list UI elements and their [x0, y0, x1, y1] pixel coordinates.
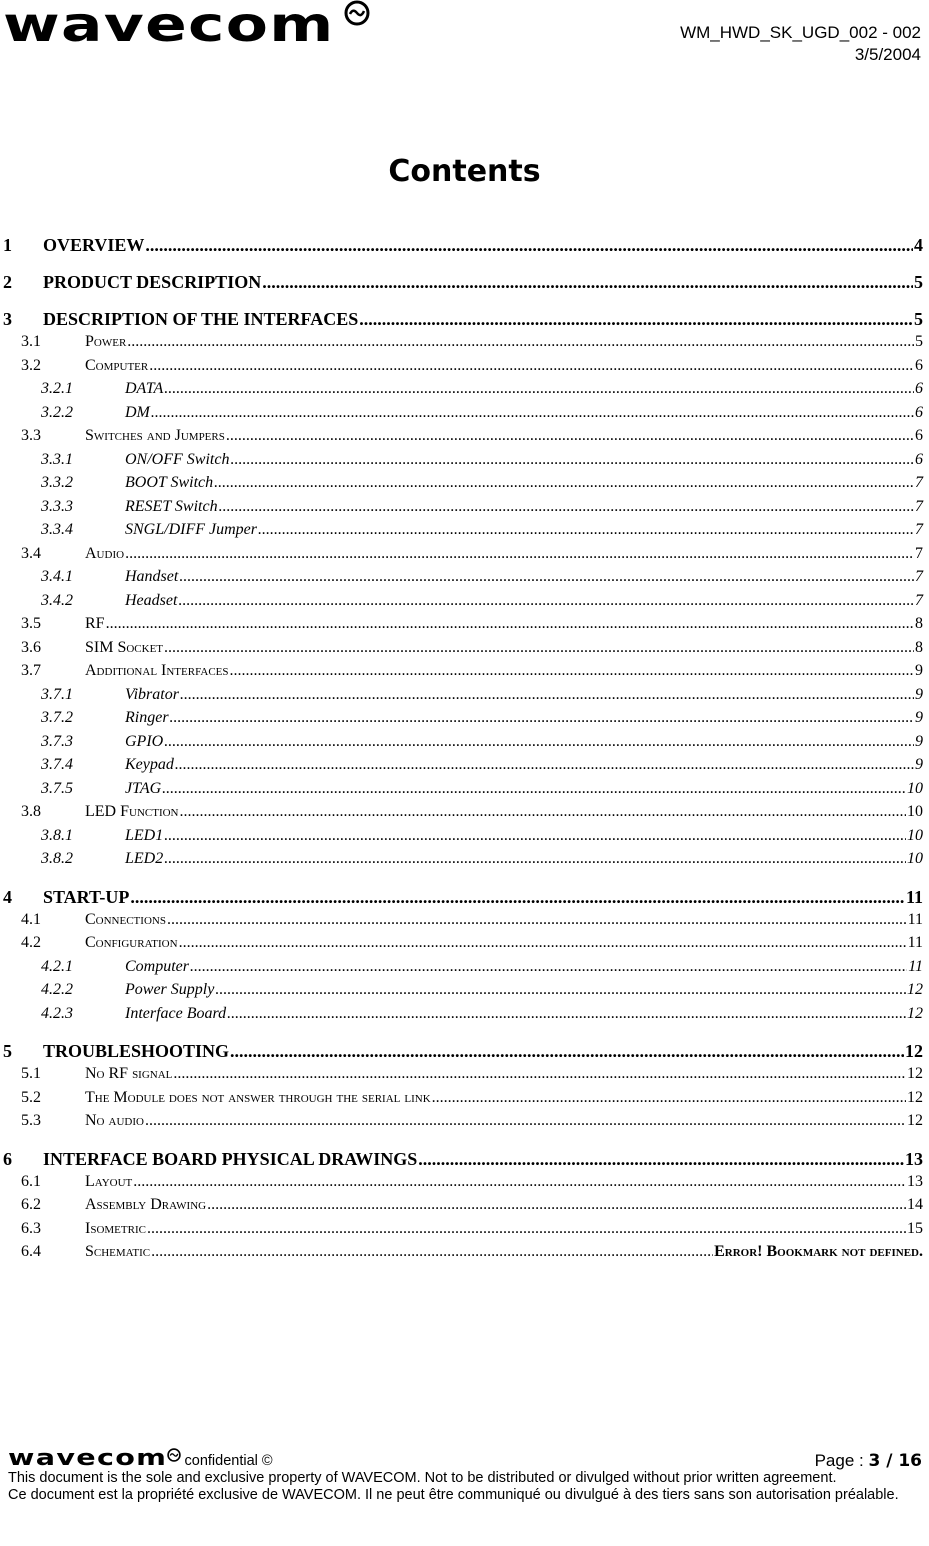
toc-entry-title: No audio [85, 1112, 144, 1129]
toc-entry-page: 6 [915, 427, 923, 444]
toc-entry-page: 8 [915, 615, 923, 632]
toc-entry-number: 6.2 [21, 1196, 41, 1213]
toc-entry[interactable] [3, 380, 923, 404]
toc-leader-dots [162, 780, 906, 798]
toc-entry[interactable] [3, 474, 923, 498]
toc-entry[interactable] [3, 235, 923, 259]
toc-entry-page: 5 [914, 272, 923, 292]
toc-entry[interactable] [3, 662, 923, 686]
toc-entry-number: 5 [3, 1041, 12, 1061]
toc-entry-number: 3.3.4 [41, 521, 73, 538]
toc-entry-title: Vibrator [125, 685, 179, 703]
toc-entry-number: 3.2.1 [41, 380, 73, 397]
toc-entry-number: 4.2.1 [41, 957, 73, 975]
toc-entry[interactable] [3, 427, 923, 451]
notice-english: This document is the sole and exclusive property of WAVECOM. Not to be distributed or divulged without prior written agreement. [8, 1470, 837, 1486]
toc-entry[interactable] [3, 592, 923, 616]
toc-entry-number: 3.1 [21, 333, 41, 350]
toc-entry-page: 11 [905, 886, 923, 907]
toc-entry-page: 11 [908, 957, 923, 975]
toc-entry[interactable] [3, 1149, 923, 1173]
toc-entry-number: 3.6 [21, 638, 41, 656]
doc-ref-number: WM_HWD_SK_UGD_002 - 002 [680, 23, 921, 42]
toc-leader-dots [173, 1065, 906, 1083]
toc-entry-title: OVERVIEW [43, 235, 145, 255]
toc-entry-page: 13 [907, 1172, 923, 1190]
toc-leader-dots [180, 686, 914, 704]
toc-entry-title: Headset [125, 591, 178, 609]
toc-leader-dots [164, 380, 914, 398]
toc-leader-dots [151, 404, 914, 422]
toc-leader-dots [145, 1112, 906, 1130]
toc-entry-number: 6 [3, 1148, 12, 1169]
toc-entry-number: 3.8.2 [41, 850, 73, 867]
toc-entry-page: 7 [915, 521, 923, 538]
toc-entry-title: Additional Interfaces [85, 662, 229, 679]
toc-entry-title: Ringer [125, 709, 169, 726]
toc-entry[interactable] [3, 521, 923, 545]
footer-logo [8, 1448, 273, 1470]
toc-leader-dots [175, 756, 914, 774]
toc-leader-dots [432, 1089, 906, 1107]
toc-entry-title: GPIO [125, 732, 164, 750]
toc-entry-title: Handset [125, 568, 179, 585]
toc-entry-number: 6.1 [21, 1172, 41, 1190]
toc-entry-number: 3.7 [21, 662, 41, 679]
toc-leader-dots [258, 521, 914, 539]
toc-entry[interactable] [3, 1089, 923, 1113]
toc-entry-page: 12 [907, 1112, 923, 1129]
toc-entry-title: Computer [85, 356, 149, 374]
toc-entry-number: 3.2 [21, 356, 41, 374]
toc-entry-title: Computer [125, 957, 189, 975]
toc-entry-number: 3.8 [21, 803, 41, 820]
toc-entry-page: 6 [915, 380, 923, 397]
toc-leader-dots [178, 592, 914, 610]
toc-entry-page: 12 [907, 1004, 923, 1022]
toc-entry-number: 3 [3, 309, 12, 329]
toc-entry-number: 5.2 [21, 1088, 41, 1106]
toc-entry-title: SNGL/DIFF Jumper [125, 521, 257, 538]
toc-entry-number: 6.3 [21, 1219, 41, 1237]
notice-french: Ce document est la propriété exclusive de WAVECOM. Il ne peut être communiqué ou divulgué à des tiers sans son autorisation préalable. [8, 1487, 899, 1503]
toc-entry[interactable] [3, 568, 923, 592]
toc-entry-number: 4.2 [21, 934, 41, 951]
toc-leader-dots [170, 709, 914, 727]
toc-entry-number: 3.3.1 [41, 450, 73, 468]
toc-leader-dots [207, 1196, 906, 1214]
toc-entry-page: 11 [907, 934, 923, 951]
toc-entry-page: 11 [907, 910, 923, 928]
doc-date: 3/5/2004 [854, 45, 921, 64]
toc-leader-dots [230, 451, 914, 469]
toc-entry[interactable] [3, 934, 923, 958]
toc-entry[interactable] [3, 404, 923, 428]
toc-leader-dots [133, 1173, 906, 1191]
toc-entry-number: 3.7.4 [41, 756, 73, 773]
toc-entry-page: 12 [907, 1088, 923, 1106]
toc-entry-number: 3.3.2 [41, 474, 73, 491]
toc-entry-number: 3.4 [21, 544, 41, 562]
toc-entry[interactable] [3, 756, 923, 780]
toc-entry-number: 4.2.3 [41, 1004, 73, 1022]
toc-entry-page: 9 [915, 685, 923, 703]
toc-entry-number: 4 [3, 886, 12, 907]
table-of-contents [3, 222, 923, 1267]
toc-leader-dots [147, 1220, 906, 1238]
toc-entry[interactable] [3, 639, 923, 663]
toc-entry-page: Error! Bookmark not defined. [714, 1243, 923, 1260]
toc-entry-title: Keypad [125, 756, 174, 773]
toc-entry-number: 1 [3, 235, 12, 255]
page-title: Contents [388, 154, 541, 189]
toc-entry[interactable] [3, 1243, 923, 1267]
toc-entry[interactable] [3, 686, 923, 710]
toc-entry[interactable] [3, 357, 923, 381]
toc-entry-title: RESET Switch [125, 497, 218, 515]
toc-entry-title: ON/OFF Switch [125, 450, 230, 468]
toc-leader-dots [359, 309, 913, 330]
toc-entry-page: 15 [907, 1219, 923, 1237]
toc-entry-page: 10 [907, 826, 923, 844]
page-footer [8, 1442, 922, 1504]
toc-entry[interactable] [3, 850, 923, 874]
toc-entry[interactable] [3, 733, 923, 757]
toc-entry-page: 12 [905, 1041, 923, 1061]
toc-entry[interactable] [3, 1220, 923, 1244]
toc-leader-dots [190, 958, 907, 976]
toc-entry-title: LED2 [125, 850, 164, 867]
toc-entry[interactable] [3, 1112, 923, 1136]
toc-entry-title: Assembly Drawing [85, 1196, 207, 1213]
toc-entry-title: BOOT Switch [125, 474, 214, 491]
toc-entry-number: 5.1 [21, 1065, 41, 1082]
toc-entry-number: 3.2.2 [41, 403, 73, 421]
logo-swirl-icon [344, 0, 370, 26]
toc-entry[interactable] [3, 803, 923, 827]
toc-leader-dots [230, 662, 914, 680]
toc-entry-title: INTERFACE BOARD PHYSICAL DRAWINGS [43, 1148, 418, 1169]
toc-entry[interactable] [3, 333, 923, 357]
toc-entry-page: 9 [915, 732, 923, 750]
toc-leader-dots [127, 333, 914, 351]
toc-leader-dots [215, 981, 906, 999]
toc-entry-page: 14 [907, 1196, 923, 1213]
toc-entry[interactable] [3, 911, 923, 935]
toc-entry-page: 12 [907, 1065, 923, 1082]
toc-entry-number: 3.7.2 [41, 709, 73, 726]
toc-entry-title: DM [125, 403, 150, 421]
toc-entry[interactable] [3, 887, 923, 911]
toc-entry-title: LED Function [85, 803, 179, 820]
toc-entry-page: 7 [915, 568, 923, 585]
toc-entry-number: 2 [3, 272, 12, 292]
toc-entry-number: 3.4.1 [41, 568, 73, 585]
toc-leader-dots [149, 357, 914, 375]
wavecom-logo [3, 0, 370, 53]
toc-entry-number: 6.4 [21, 1243, 41, 1260]
toc-entry-title: Switches and Jumpers [85, 427, 225, 444]
toc-entry[interactable] [3, 780, 923, 804]
toc-entry-number: 3.4.2 [41, 591, 73, 609]
toc-leader-dots [167, 911, 907, 929]
toc-leader-dots [125, 545, 914, 563]
toc-entry[interactable] [3, 827, 923, 851]
toc-entry-title: TROUBLESHOOTING [43, 1041, 230, 1061]
toc-entry-title: Configuration [85, 934, 178, 951]
document-reference [680, 22, 921, 66]
toc-entry-title: RF [85, 615, 105, 632]
toc-entry[interactable] [3, 309, 923, 333]
toc-entry[interactable] [3, 1196, 923, 1220]
toc-entry-title: Audio [85, 544, 125, 562]
toc-leader-dots [151, 1243, 713, 1261]
toc-entry-number: 4.2.2 [41, 981, 73, 998]
toc-leader-dots [179, 934, 907, 952]
toc-entry-page: 6 [915, 403, 923, 421]
toc-entry[interactable] [3, 498, 923, 522]
toc-entry-title: Interface Board [125, 1004, 227, 1022]
toc-entry-page: 10 [907, 803, 923, 820]
toc-entry-number: 3.8.1 [41, 826, 73, 844]
toc-entry-page: 7 [915, 497, 923, 515]
toc-entry-number: 3.7.1 [41, 685, 73, 703]
toc-entry-page: 9 [915, 662, 923, 679]
toc-leader-dots [164, 639, 914, 657]
toc-entry-page: 4 [914, 235, 923, 255]
toc-entry-number: 3.7.3 [41, 732, 73, 750]
toc-entry-page: 8 [915, 638, 923, 656]
toc-entry[interactable] [3, 1065, 923, 1089]
toc-leader-dots [145, 235, 913, 256]
confidential-label: confidential © [184, 1453, 273, 1469]
toc-entry-title: Isometric [85, 1219, 146, 1237]
toc-leader-dots [106, 615, 914, 633]
toc-entry-page: 10 [907, 779, 923, 797]
toc-entry-title: DATA [125, 380, 164, 397]
toc-entry[interactable] [3, 545, 923, 569]
toc-entry[interactable] [3, 1173, 923, 1197]
toc-entry[interactable] [3, 451, 923, 475]
toc-leader-dots [262, 272, 913, 293]
toc-entry-page: 10 [907, 850, 923, 867]
toc-entry[interactable] [3, 709, 923, 733]
toc-entry-title: START-UP [43, 886, 130, 907]
toc-leader-dots [214, 474, 914, 492]
toc-entry-title: PRODUCT DESCRIPTION [43, 272, 262, 292]
toc-entry-page: 5 [915, 333, 923, 350]
toc-leader-dots [130, 887, 905, 908]
toc-entry-title: Power [85, 333, 127, 350]
page-number [815, 1452, 922, 1470]
logo-wordmark: wavecom [3, 0, 335, 53]
toc-leader-dots [230, 1041, 904, 1062]
toc-entry-page: 7 [915, 474, 923, 491]
toc-entry-page: 12 [907, 981, 923, 998]
toc-entry[interactable] [3, 272, 923, 296]
toc-entry-title: DESCRIPTION OF THE INTERFACES [43, 309, 359, 329]
toc-entry-page: 7 [915, 544, 923, 562]
toc-entry-number: 5.3 [21, 1112, 41, 1129]
toc-entry[interactable] [3, 1005, 923, 1029]
page-label: Page : [814, 1451, 869, 1470]
toc-entry-number: 3.7.5 [41, 779, 73, 797]
toc-entry-number: 3.3.3 [41, 497, 73, 515]
toc-leader-dots [219, 498, 914, 516]
toc-entry-title: SIM Socket [85, 638, 164, 656]
toc-entry[interactable] [3, 958, 923, 982]
toc-entry-title: Power Supply [125, 981, 215, 998]
toc-leader-dots [226, 427, 914, 445]
toc-leader-dots [164, 827, 906, 845]
footer-logo-wordmark: wavecom [8, 1446, 168, 1471]
toc-entry-page: 5 [914, 309, 923, 329]
toc-entry-number: 4.1 [21, 910, 41, 928]
toc-entry-number: 3.3 [21, 427, 41, 444]
page-value: 3 / 16 [868, 1451, 922, 1471]
toc-leader-dots [164, 733, 914, 751]
toc-leader-dots [164, 850, 906, 868]
footer-logo-swirl-icon [167, 1448, 181, 1462]
toc-entry-page: 13 [905, 1148, 923, 1169]
toc-entry-title: No RF signal [85, 1065, 173, 1082]
toc-entry-page: 9 [915, 756, 923, 773]
toc-entry[interactable] [3, 981, 923, 1005]
toc-entry-page: 6 [915, 450, 923, 468]
toc-entry-title: Connections [85, 910, 166, 928]
toc-leader-dots [180, 803, 907, 821]
toc-entry-number: 3.5 [21, 615, 41, 632]
toc-leader-dots [227, 1005, 906, 1023]
toc-entry-title: LED1 [125, 826, 164, 844]
toc-entry[interactable] [3, 615, 923, 639]
toc-entry-title: JTAG [125, 779, 162, 797]
toc-entry-title: The Module does not answer through the serial link [85, 1088, 431, 1106]
toc-entry-page: 7 [915, 591, 923, 609]
toc-leader-dots [179, 568, 914, 586]
toc-entry-page: 6 [915, 356, 923, 374]
toc-entry-page: 9 [915, 709, 923, 726]
toc-leader-dots [418, 1149, 904, 1170]
toc-entry-title: Schematic [85, 1243, 151, 1260]
toc-entry[interactable] [3, 1041, 923, 1065]
toc-entry-title: Layout [85, 1172, 133, 1190]
